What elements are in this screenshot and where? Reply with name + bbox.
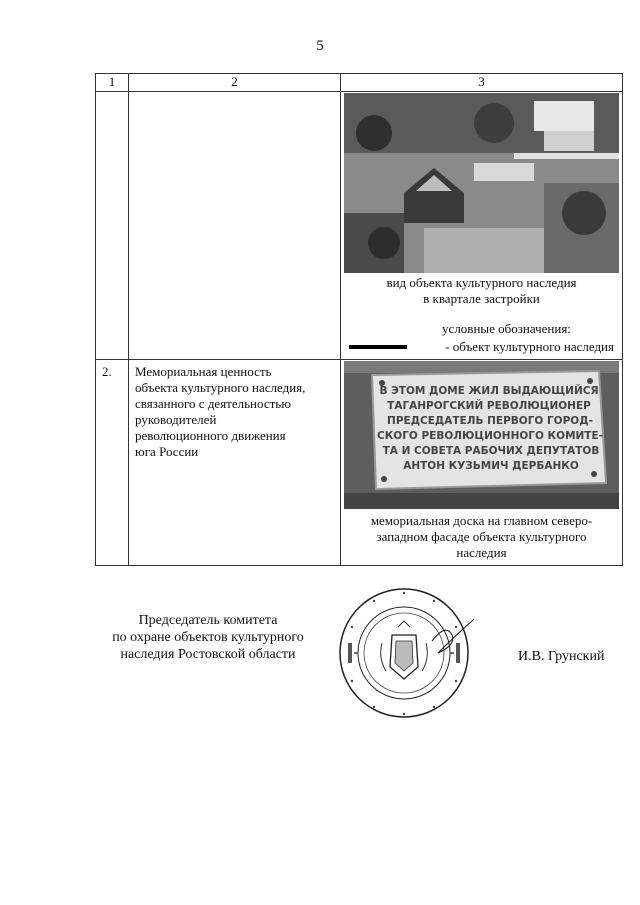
desc-line-4: руководителей [135, 412, 217, 427]
header-col-1: 1 [96, 74, 129, 92]
desc-line-2: объекта культурного наследия, [135, 380, 306, 395]
plaque-line-3: ПРЕДСЕДАТЕЛЬ ПЕРВОГО ГОРОД- [387, 415, 593, 427]
plaque-caption-line2: западном фасаде объекта культурного [376, 529, 587, 544]
desc-word: Мемориальная [135, 364, 218, 379]
aerial-caption-line2: в квартале застройки [423, 291, 540, 306]
header-col-3: 3 [341, 74, 623, 92]
desc-line-5 [135, 428, 334, 444]
plaque-line-4: СКОГО РЕВОЛЮЦИОННОГО КОМИТЕ- [377, 430, 603, 442]
plaque-line-2: ТАГАНРОГСКИЙ РЕВОЛЮЦИОНЕР [387, 400, 591, 412]
aerial-photo [344, 93, 619, 273]
header-col-2: 2 [129, 74, 341, 92]
legend-item-label: - объект культурного наследия [445, 339, 614, 354]
legend-line-symbol [349, 345, 407, 349]
legend-item [349, 339, 622, 355]
page-number: 5 [316, 38, 324, 54]
row2-description [129, 360, 341, 566]
plaque-caption [341, 513, 622, 561]
row1-number-cell [96, 92, 129, 360]
plaque-line-5: ТА И СОВЕТА РАБОЧИХ ДЕПУТАТОВ [382, 445, 600, 457]
table-header-row [96, 74, 623, 92]
table-row-2 [96, 360, 623, 566]
heritage-table [95, 73, 623, 566]
signatory-title-line1: Председатель комитета [138, 613, 278, 628]
signatory-title [98, 612, 318, 663]
desc-line-6: юга России [135, 444, 199, 459]
plaque-line-6: АНТОН КУЗЬМИЧ ДЕРБАНКО [403, 460, 579, 472]
row2-image-cell [341, 360, 623, 566]
desc-word: революционного [135, 428, 229, 443]
plaque-caption-line3: наследия [456, 545, 507, 560]
desc-line-1 [135, 364, 334, 380]
plaque-caption-line1: мемориальная доска на главном северо- [370, 513, 593, 528]
aerial-caption-line1: вид объекта культурного наследия [386, 275, 577, 290]
desc-word: движения [231, 428, 286, 443]
signatory-title-line3: наследия Ростовской области [120, 647, 296, 662]
row1-image-cell [341, 92, 623, 360]
official-seal-icon [334, 583, 474, 723]
row2-number: 2. [96, 360, 129, 566]
legend-title: условные обозначения: [442, 321, 571, 336]
plaque-line-1: В ЭТОМ ДОМЕ ЖИЛ ВЫДАЮЩИЙСЯ [379, 385, 599, 397]
desc-word: ценность [220, 364, 272, 379]
signer-name: И.В. Грунский [518, 649, 605, 664]
aerial-caption [341, 275, 622, 307]
table-row-1 [96, 92, 623, 360]
desc-line-3: связанного с деятельностью [135, 396, 291, 411]
signatory-title-line2: по охране объектов культурного [112, 630, 304, 645]
row1-desc-cell [129, 92, 341, 360]
memorial-plaque-photo [344, 361, 619, 509]
